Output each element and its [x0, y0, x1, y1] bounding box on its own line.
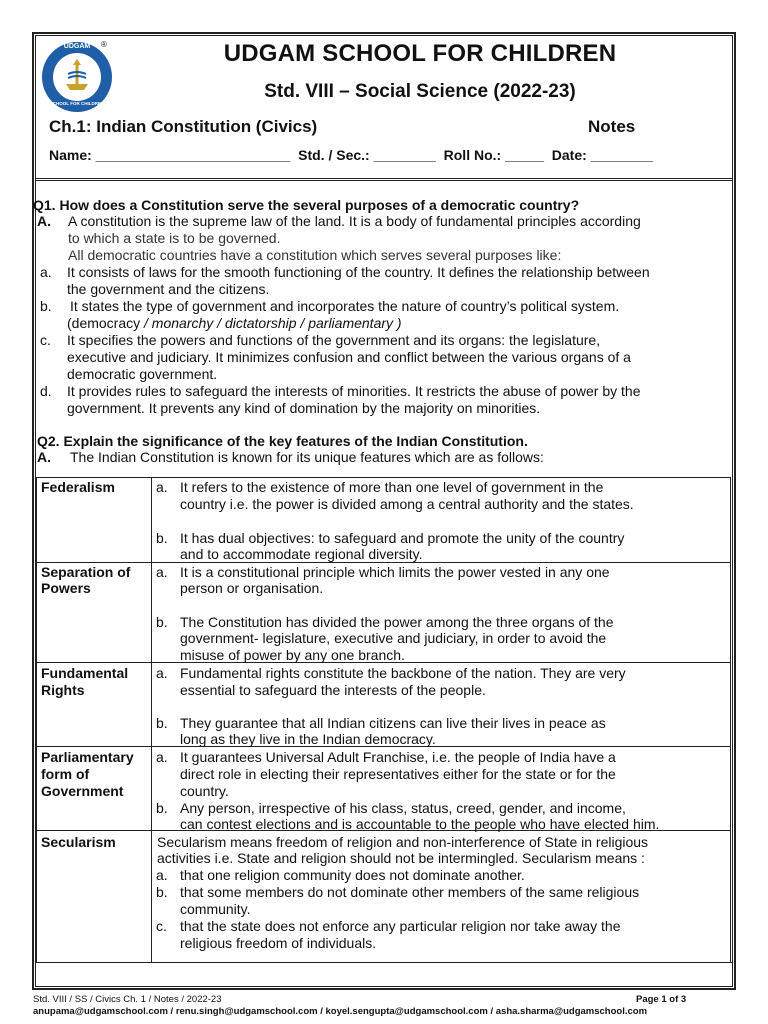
feature-point-text: community.: [180, 901, 251, 917]
feature-point-marker: b.: [156, 715, 168, 731]
feature-point-text: that the state does not enforce any particular religion nor take away the: [180, 918, 621, 934]
feature-name: Parliamentary: [41, 749, 134, 765]
feature-point-marker: b.: [156, 614, 168, 630]
q1-point-paren: [67, 315, 402, 332]
feature-point-text: can contest elections and is accountable to the people who have elected him.: [180, 816, 660, 832]
q1-point-text: executive and judiciary. It minimizes confusion and conflict between the various organs of a: [67, 349, 631, 365]
feature-point-text: The Constitution has divided the power among the three organs of the: [180, 614, 614, 630]
feature-point-marker: a.: [156, 479, 168, 495]
feature-point-text: person or organisation.: [180, 580, 324, 596]
logo-text-ring: SCHOOL FOR CHILDREN: [49, 101, 105, 106]
feature-name: Powers: [41, 580, 91, 596]
feature-name: Rights: [41, 682, 85, 698]
q1-answer-marker: A.: [37, 213, 51, 229]
feature-point-marker: c.: [156, 918, 167, 934]
feature-intro: activities i.e. State and religion should not be intermingled. Secularism means :: [157, 850, 645, 866]
q1-answer-line: to which a state is to be governed.: [68, 230, 281, 246]
q2-answer-line: The Indian Constitution is known for its unique features which are as follows:: [70, 449, 544, 465]
feature-point-text: that some members do not dominate other members of the same religious: [180, 884, 640, 900]
feature-point-text: religious freedom of individuals.: [180, 935, 377, 951]
feature-point-marker: b.: [156, 530, 168, 546]
feature-name: Federalism: [41, 479, 115, 495]
feature-point-text: country.: [180, 783, 229, 799]
feature-point-text: that one religion community does not dominate another.: [180, 867, 525, 883]
feature-intro: Secularism means freedom of religion and non-interference of State in religious: [157, 834, 649, 850]
feature-point-marker: a.: [156, 749, 168, 765]
header-separator: [35, 178, 733, 181]
q1-question: Q1. How does a Constitution serve the several purposes of a democratic country?: [33, 197, 580, 213]
feature-name: Separation of: [41, 564, 131, 580]
registered-mark: ®: [101, 40, 107, 49]
feature-point-marker: a.: [156, 564, 168, 580]
q2-answer-marker: A.: [37, 449, 51, 465]
q1-answer-line: A constitution is the supreme law of the land. It is a body of fundamental principles according: [68, 213, 641, 229]
feature-point-marker: b.: [156, 800, 168, 816]
logo-text-top: UDGAM: [63, 43, 91, 50]
table-column-divider: [151, 477, 152, 963]
q1-point-text: the government and the citizens.: [67, 281, 270, 297]
feature-point-text: country i.e. the power is divided among a central authority and the states.: [180, 496, 634, 512]
table-bottom-border: [35, 962, 733, 963]
footer-emails: anupama@udgamschool.com / renu.singh@udgamschool.com / koyel.sengupta@udgamschool.com / asha.sharma@udgamschool.com: [33, 1006, 648, 1017]
feature-point-marker: b.: [156, 884, 168, 900]
q1-point-text: It specifies the powers and functions of the government and its organs: the legislature,: [67, 332, 601, 348]
q1-point-text: government. It prevents any kind of domination by the majority on minorities.: [67, 400, 541, 416]
feature-point-text: They guarantee that all Indian citizens can live their lives in peace as: [180, 715, 606, 731]
feature-point-text: Fundamental rights constitute the backbone of the nation. They are very: [180, 665, 626, 681]
paren-italic: / monarchy / dictatorship / parliamentary ): [140, 315, 402, 331]
footer-doc-ref: Std. VIII / SS / Civics Ch. 1 / Notes / 2022-23: [33, 994, 222, 1005]
feature-point-text: It has dual objectives: to safeguard and promote the unity of the country: [180, 530, 625, 546]
feature-name: Secularism: [41, 834, 116, 850]
feature-point-text: and to accommodate regional diversity.: [180, 546, 423, 562]
q1-answer-line: All democratic countries have a constitution which serves several purposes like:: [68, 247, 562, 263]
q1-point-text: democratic government.: [67, 366, 218, 382]
feature-point-text: government- legislature, executive and judiciary, in order to avoid the: [180, 630, 607, 646]
paren-normal: (democracy: [67, 315, 141, 331]
q1-point-marker: a.: [40, 264, 52, 280]
q1-point-marker: b.: [40, 298, 52, 314]
feature-point-text: It guarantees Universal Adult Franchise, i.e. the people of India have a: [180, 749, 616, 765]
feature-name: Fundamental: [41, 665, 129, 681]
feature-point-text: Any person, irrespective of his class, status, creed, gender, and income,: [180, 800, 626, 816]
feature-point-text: It refers to the existence of more than one level of government in the: [180, 479, 604, 495]
page-subtitle: Std. VIII – Social Science (2022-23): [264, 81, 576, 102]
footer-page-number: Page 1 of 3: [636, 994, 687, 1005]
feature-point-marker: a.: [156, 665, 168, 681]
feature-point-text: misuse of power by any one branch.: [180, 647, 405, 663]
feature-point-text: direct role in electing their representatives either for the state or for the: [180, 766, 616, 782]
feature-point-text: It is a constitutional principle which limits the power vested in any one: [180, 564, 610, 580]
feature-name: Government: [41, 783, 124, 799]
feature-point-text: essential to safeguard the interests of the people.: [180, 682, 486, 698]
school-name: UDGAM SCHOOL FOR CHILDREN: [223, 40, 617, 67]
q1-point-marker: d.: [40, 383, 52, 399]
feature-point-marker: a.: [156, 867, 168, 883]
q1-point-text: It consists of laws for the smooth functioning of the country. It defines the relationship between: [67, 264, 650, 280]
q2-question: Q2. Explain the significance of the key features of the Indian Constitution.: [37, 433, 528, 449]
feature-name: form of: [41, 766, 90, 782]
student-fields: Name: _________________________ Std. / Sec.: ________ Roll No.: _____ Date: ________: [49, 147, 653, 163]
q1-point-text: It provides rules to safeguard the interests of minorities. It restricts the abuse of power by the: [67, 383, 641, 399]
q1-point-text: It states the type of government and incorporates the nature of country’s political system.: [70, 298, 620, 314]
notes-label: Notes: [588, 117, 636, 136]
chapter-title: Ch.1: Indian Constitution (Civics): [49, 117, 318, 136]
q1-point-marker: c.: [40, 332, 51, 348]
feature-point-text: long as they live in the Indian democracy.: [180, 731, 436, 747]
